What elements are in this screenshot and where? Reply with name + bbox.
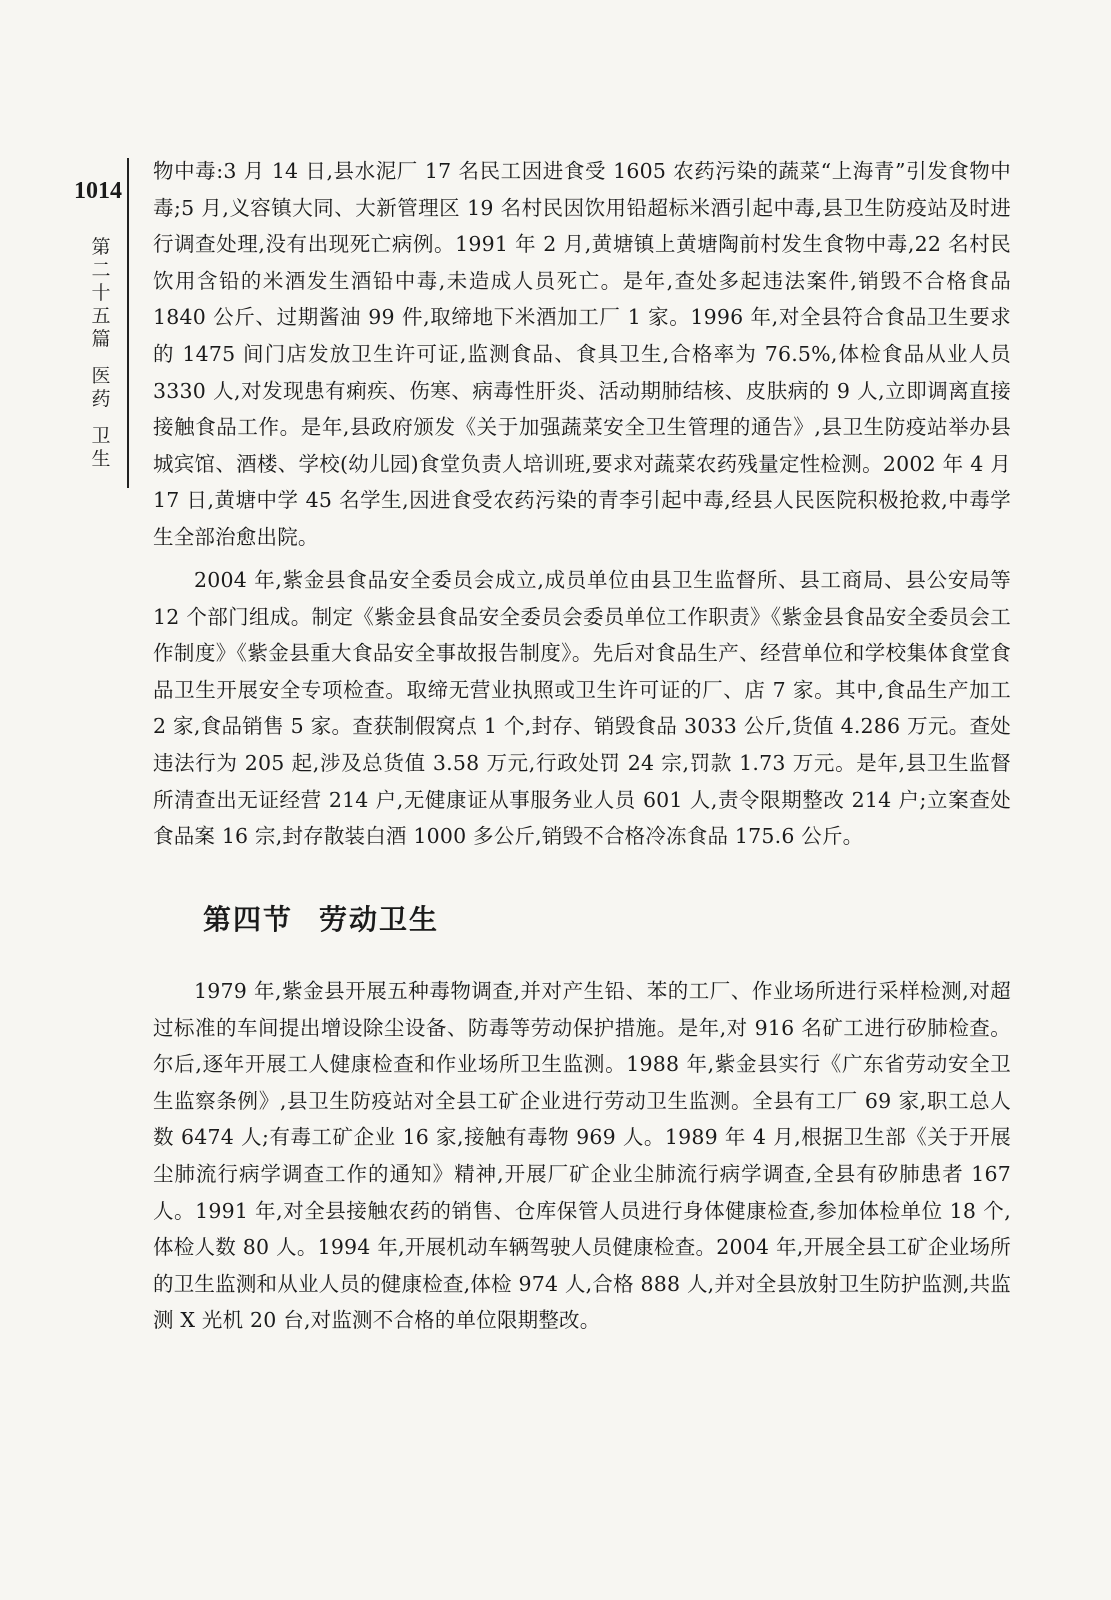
paragraph-text: 1979 年,紫金县开展五种毒物调查,并对产生铅、苯的工厂、作业场所进行采样检测,对超过标准的车间提出增设除尘设备、防毒等劳动保护措施。是年,对 916 名矿工进行矽肺检查。尔后,逐年开展工人健康检查和作业场所卫生监测。1988 年,紫金县实行《广东省劳动安全卫生监察条例》,县卫生防疫站对全县工矿企业进行劳动卫生监测。全县有工厂 69 家,职工总人数 6474 人;有毒工矿企业 16 家,接触有毒物 969 人。1989 年 4 月,根据卫生部《关于开展尘肺流行病学调查工作的通知》精神,开展厂矿企业尘肺流行病学调查,全县有矽肺患者 167 人。1991 年,对全县接触农药的销售、仓库保管人员进行身体健康检查,参加体检单位 18 个,体检人数 80 人。1994 年,开展机动车辆驾驶人员健康检查。2004 年,开展全县工矿企业场所的卫生监测和从业人员的健康检查,体检 974 人,合格 888 人,并对全县放射卫生防护监测,共监测 X 光机 20 台,对监测不合格的单位限期整改。 <box>153 979 1011 1333</box>
running-head-char: 二 <box>91 259 111 281</box>
running-head-gap <box>84 411 118 425</box>
margin-rule <box>127 158 129 488</box>
running-head-char: 篇 <box>91 328 111 350</box>
paragraph-continued <box>153 153 1011 556</box>
paragraph-food-safety-committee <box>153 562 1011 855</box>
running-head-char: 卫 <box>91 425 111 447</box>
running-head-char: 医 <box>91 365 111 387</box>
section-number: 第四节 <box>203 903 294 936</box>
running-head-char: 药 <box>91 388 111 410</box>
running-head-char: 五 <box>91 305 111 327</box>
paragraph-text: 2004 年,紫金县食品安全委员会成立,成员单位由县卫生监督所、县工商局、县公安局等 12 个部门组成。制定《紫金县食品安全委员会委员单位工作职责》《紫金县食品安全委员会工作制度》《紫金县重大食品安全事故报告制度》。先后对食品生产、经营单位和学校集体食堂食品卫生开展安全专项检查。取缔无营业执照或卫生许可证的厂、店 7 家。其中,食品生产加工 2 家,食品销售 5 家。查获制假窝点 1 个,封存、销毁食品 3033 公斤,货值 4.286 万元。查处违法行为 205 起,涉及总货值 3.58 万元,行政处罚 24 宗,罚款 1.73 万元。是年,县卫生监督所清查出无证经营 214 户,无健康证从事服务业人员 601 人,责令限期整改 214 户;立案查处食品案 16 宗,封存散装白酒 1000 多公斤,销毁不合格冷冻食品 175.6 公斤。 <box>153 568 1011 849</box>
running-head-char: 十 <box>91 282 111 304</box>
section-heading <box>203 898 439 938</box>
paragraph-labor-health <box>153 973 1011 1339</box>
running-head-char: 第 <box>91 236 111 258</box>
running-head <box>84 236 118 471</box>
page-number: 1014 <box>74 178 122 204</box>
running-head-gap <box>84 351 118 365</box>
paragraph-text: 物中毒:3 月 14 日,县水泥厂 17 名民工因进食受 1605 农药污染的蔬菜“上海青”引发食物中毒;5 月,义容镇大同、大新管理区 19 名村民因饮用铅超标米酒引起中毒,县卫生防疫站及时进行调查处理,没有出现死亡病例。1991 年 2 月,黄塘镇上黄塘陶前村发生食物中毒,22 名村民饮用含铅的米酒发生酒铅中毒,未造成人员死亡。是年,查处多起违法案件,销毁不合格食品 1840 公斤、过期酱油 99 件,取缔地下米酒加工厂 1 家。1996 年,对全县符合食品卫生要求的 1475 间门店发放卫生许可证,监测食品、食具卫生,合格率为 76.5%,体检食品从业人员 3330 人,对发现患有痢疾、伤寒、病毒性肝炎、活动期肺结核、皮肤病的 9 人,立即调离直接接触食品工作。是年,县政府颁发《关于加强蔬菜安全卫生管理的通告》,县卫生防疫站举办县城宾馆、酒楼、学校(幼儿园)食堂负责人培训班,要求对蔬菜农药残量定性检测。2002 年 4 月 17 日,黄塘中学 45 名学生,因进食受农药污染的青李引起中毒,经县人民医院积极抢救,中毒学生全部治愈出院。 <box>153 159 1011 549</box>
running-head-char: 生 <box>91 448 111 470</box>
section-title: 劳动卫生 <box>319 903 440 936</box>
